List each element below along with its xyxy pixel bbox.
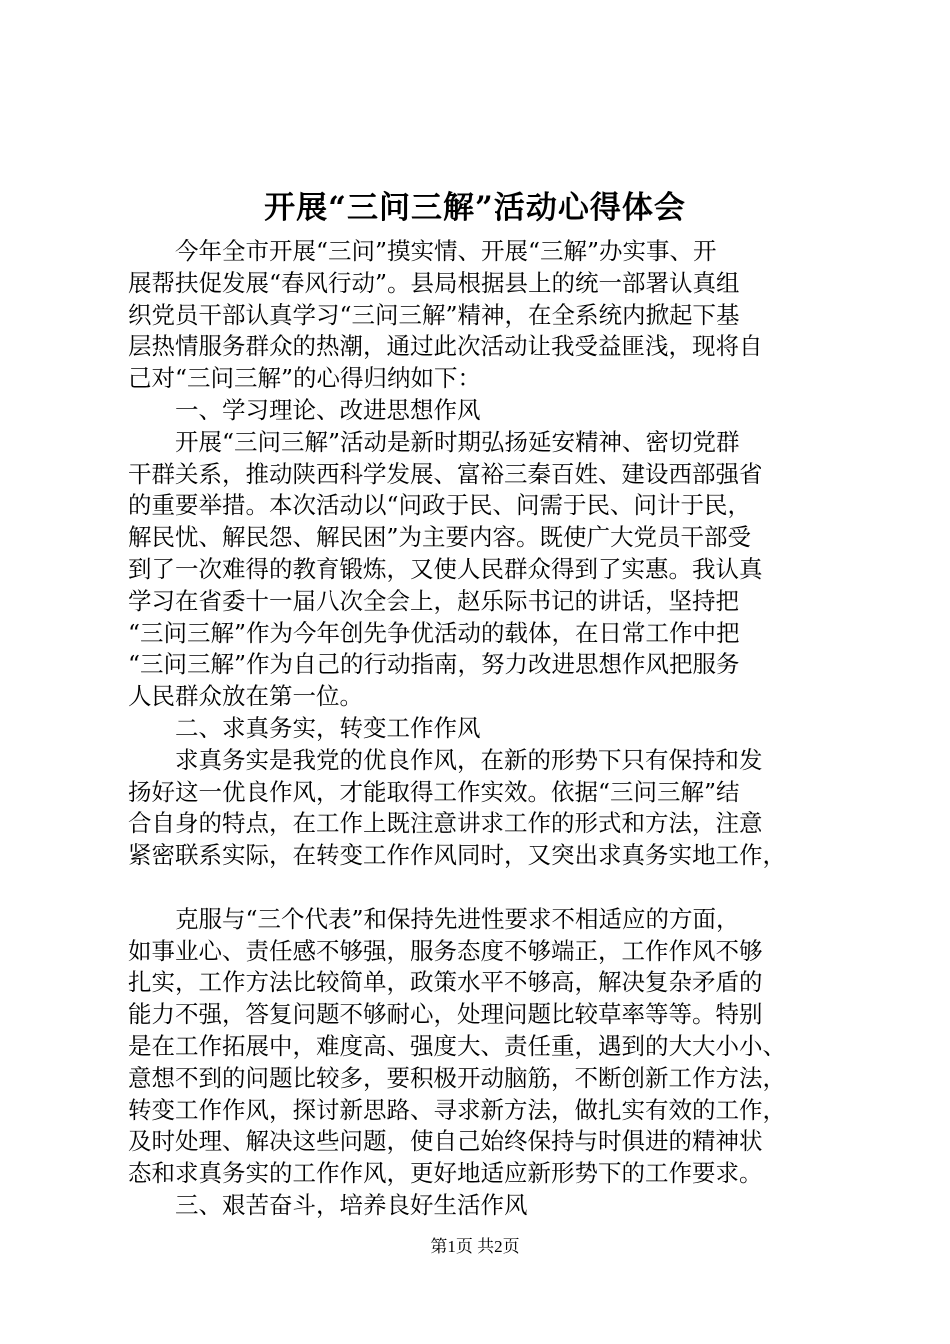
text-line: 展帮扶促发展“春风行动”。县局根据县上的统一部署认真组 — [128, 268, 740, 297]
text-line: 紧密联系实际，在转变工作作风同时，又突出求真务实地工作， — [128, 841, 786, 870]
text-line: 能力不强，答复问题不够耐心，处理问题比较草率等等。特别 — [128, 1000, 763, 1029]
text-line: 学习在省委十一届八次全会上，赵乐际书记的讲话，坚持把 — [128, 586, 739, 615]
text-line: 求真务实是我党的优良作风，在新的形势下只有保持和发 — [128, 745, 763, 774]
blank-line — [128, 872, 833, 904]
text-line: 一、学习理论、改进思想作风 — [128, 395, 481, 424]
text-line: 解民忧、解民怨、解民困”为主要内容。既使广大党员干部受 — [128, 523, 752, 552]
text-line: 层热情服务群众的热潮，通过此次活动让我受益匪浅，现将自 — [128, 332, 763, 361]
text-line: 三、艰苦奋斗，培养良好生活作风 — [128, 1190, 528, 1219]
text-line: 织党员干部认真学习“三问三解”精神，在全系统内掀起下基 — [128, 300, 740, 329]
text-line: “三问三解”作为今年创先争优活动的载体，在日常工作中把 — [128, 618, 740, 647]
text-line: 是在工作拓展中，难度高、强度大、责任重，遇到的大大小小、 — [128, 1031, 786, 1060]
text-line: 扬好这一优良作风，才能取得工作实效。依据“三问三解”结 — [128, 777, 740, 806]
text-line: 到了一次难得的教育锻炼，又使人民群众得到了实惠。我认真 — [128, 554, 763, 583]
document-title: 开展“三问三解”活动心得体会 — [264, 190, 686, 226]
text-line: 如事业心、责任感不够强，服务态度不够端正，工作作风不够 — [128, 936, 763, 965]
text-line: 态和求真务实的工作作风，更好地适应新形势下的工作要求。 — [128, 1159, 763, 1188]
text-line: 的重要举措。本次活动以“问政于民、问需于民、问计于民， — [128, 491, 752, 520]
text-line: 合自身的特点，在工作上既注意讲求工作的形式和方法，注意 — [128, 809, 763, 838]
text-line: 转变工作作风，探讨新思路、寻求新方法，做扎实有效的工作， — [128, 1095, 786, 1124]
page-footer: 第1页 共2页 — [430, 1237, 520, 1256]
text-line: “三问三解”作为自己的行动指南，努力改进思想作风把服务 — [128, 650, 740, 679]
text-line: 己对“三问三解”的心得归纳如下： — [128, 364, 482, 393]
text-line: 克服与“三个代表”和保持先进性要求不相适应的方面， — [128, 904, 740, 933]
text-line: 开展“三问三解”活动是新时期弘扬延安精神、密切党群 — [128, 427, 740, 456]
text-line: 人民群众放在第一位。 — [128, 682, 363, 711]
text-line: 干群关系，推动陕西科学发展、富裕三秦百姓、建设西部强省 — [128, 459, 763, 488]
document-body — [128, 236, 833, 1222]
text-line: 二、求真务实，转变工作作风 — [128, 713, 481, 742]
text-line: 今年全市开展“三问”摸实情、开展“三解”办实事、开 — [128, 237, 717, 265]
text-line: 及时处理、解决这些问题，使自己始终保持与时俱进的精神状 — [128, 1127, 763, 1156]
text-line: 扎实，工作方法比较简单，政策水平不够高，解决复杂矛盾的 — [128, 968, 763, 997]
text-line: 意想不到的问题比较多，要积极开动脑筋，不断创新工作方法， — [128, 1063, 786, 1092]
